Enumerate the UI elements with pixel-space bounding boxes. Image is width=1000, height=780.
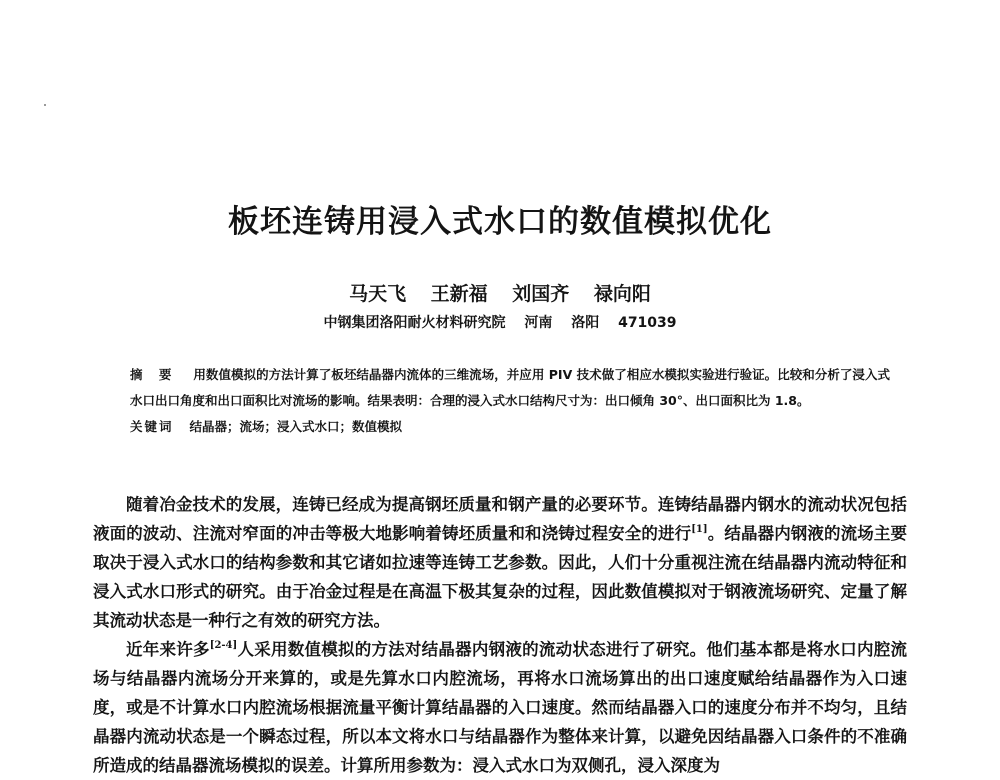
scan-speck	[44, 104, 46, 106]
abstract-paragraph	[130, 362, 890, 414]
keywords-text: 结晶器；流场；浸入式水口；数值模拟	[189, 419, 403, 434]
body-p1-text-b: 。结晶器内钢液的流场主要取决于浸入式水口的结构参数和其它诸如拉速等连铸工艺参数。因此，人们十分重视注流在结晶器内流动特征和浸入式水口形式的研究。由于冶金过程是在高温下极其复杂的过程，因此数值模拟对于钢液流场研究、定量了解其流动状态是一种行之有效的研究方法。	[93, 524, 908, 630]
keywords-paragraph	[130, 414, 890, 440]
abstract-text: 用数值模拟的方法计算了板坯结晶器内流体的三维流场，并应用 PIV 技术做了相应水模拟实验进行验证。比较和分析了浸入式水口出口角度和出口面积比对流场的影响。结果表明：合理的浸入式水口结构尺寸为：出口倾角 30°、出口面积比为 1.8。	[130, 367, 890, 408]
body-p1-text-a: 随着冶金技术的发展，连铸已经成为提高钢坯质量和钢产量的必要环节。连铸结晶器内钢水的流动状况包括液面的波动、注流对窄面的冲击等极大地影响着铸坯质量和和浇铸过程安全的进行	[93, 495, 907, 543]
body-text	[93, 490, 907, 780]
body-p2-text-b: 人采用数值模拟的方法对结晶器内钢液的流动状态进行了研究。他们基本都是将水口内腔流场与结晶器内流场分开来算的，或是先算水口内腔流场，再将水口流场算出的出口速度赋给结晶器作为入口速度，或是不计算水口内腔流场根据流量平衡计算结晶器的入口速度。然而结晶器入口的速度分布并不均匀，且结晶器内流动状态是一个瞬态过程，所以本文将水口与结晶器作为整体来计算，以避免因结晶器入口条件的不准确所造成的结晶器流场模拟的误差。计算所用参数为：浸入式水口为双侧孔，浸入深度为	[93, 640, 907, 775]
affiliation: 中钢集团洛阳耐火材料研究院 河南 洛阳 471039	[323, 315, 677, 331]
abstract-block	[130, 362, 890, 440]
body-paragraph-1	[93, 490, 907, 635]
paper-title: 板坯连铸用浸入式水口的数值模拟优化	[228, 204, 772, 240]
keywords-label: 关键词	[130, 419, 174, 434]
citation-ref-1: [1]	[691, 524, 708, 535]
body-p2-text-a: 近年来许多	[126, 640, 210, 659]
body-paragraph-2	[93, 635, 907, 780]
author-list: 马天飞 王新福 刘国齐 禄向阳	[349, 283, 651, 305]
citation-ref-2-4: [2-4]	[209, 640, 238, 651]
abstract-label: 摘 要	[130, 367, 178, 382]
